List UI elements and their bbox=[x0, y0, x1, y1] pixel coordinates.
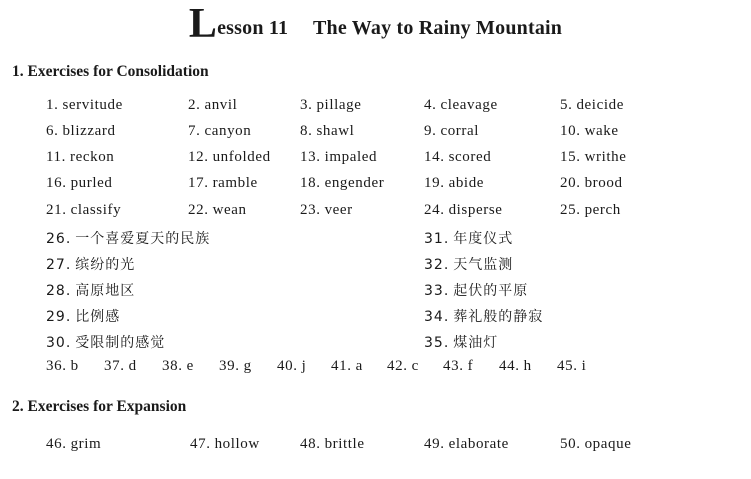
phrase-answer bbox=[46, 332, 165, 352]
item-answer: a bbox=[355, 358, 363, 374]
item-number: 31. bbox=[424, 231, 450, 247]
item-answer: cleavage bbox=[440, 97, 498, 113]
item-number: 20. bbox=[560, 175, 581, 191]
phrase-answer bbox=[46, 306, 120, 326]
item-answer: scored bbox=[448, 149, 492, 165]
item-answer: c bbox=[411, 358, 419, 374]
item-number: 37. bbox=[104, 358, 125, 374]
item-answer: servitude bbox=[62, 97, 123, 113]
item-answer: 天气监测 bbox=[453, 257, 514, 273]
item-number: 19. bbox=[424, 175, 445, 191]
lesson-number: 11 bbox=[268, 17, 289, 39]
item-answer: grim bbox=[70, 436, 102, 452]
matching-answer bbox=[277, 358, 306, 375]
item-number: 10. bbox=[560, 123, 581, 139]
item-answer: shawl bbox=[316, 123, 355, 139]
item-number: 28. bbox=[46, 283, 72, 299]
item-answer: pillage bbox=[316, 97, 362, 113]
item-answer: ramble bbox=[212, 175, 258, 191]
item-number: 48. bbox=[300, 436, 321, 452]
vocab-answer bbox=[188, 202, 247, 219]
item-number: 9. bbox=[424, 123, 437, 139]
item-answer: opaque bbox=[584, 436, 632, 452]
item-answer: wean bbox=[212, 202, 247, 218]
item-number: 45. bbox=[557, 358, 578, 374]
matching-answer bbox=[104, 358, 137, 375]
item-number: 14. bbox=[424, 149, 445, 165]
item-answer: deicide bbox=[576, 97, 624, 113]
item-number: 18. bbox=[300, 175, 321, 191]
item-answer: 高原地区 bbox=[75, 283, 136, 299]
item-answer: unfolded bbox=[212, 149, 271, 165]
item-number: 11. bbox=[46, 149, 66, 165]
item-answer: brood bbox=[584, 175, 623, 191]
item-number: 26. bbox=[46, 231, 72, 247]
item-number: 22. bbox=[188, 202, 209, 218]
item-number: 39. bbox=[219, 358, 240, 374]
item-number: 12. bbox=[188, 149, 209, 165]
expansion-answer bbox=[300, 436, 365, 453]
lesson-title bbox=[0, 2, 751, 46]
item-answer: 葬礼般的静寂 bbox=[453, 309, 544, 325]
item-answer: classify bbox=[70, 202, 122, 218]
item-number: 25. bbox=[560, 202, 581, 218]
item-answer: 年度仪式 bbox=[453, 231, 514, 247]
item-answer: 比例感 bbox=[75, 309, 121, 325]
item-number: 24. bbox=[424, 202, 445, 218]
item-number: 13. bbox=[300, 149, 321, 165]
item-answer: 起伏的平原 bbox=[453, 283, 529, 299]
item-answer: i bbox=[581, 358, 587, 374]
item-number: 8. bbox=[300, 123, 313, 139]
item-number: 3. bbox=[300, 97, 313, 113]
matching-answer bbox=[331, 358, 363, 375]
phrase-answer bbox=[46, 228, 210, 248]
phrase-answer bbox=[46, 254, 135, 274]
item-answer: canyon bbox=[204, 123, 252, 139]
expansion-answer bbox=[190, 436, 260, 453]
item-number: 41. bbox=[331, 358, 352, 374]
item-number: 34. bbox=[424, 309, 450, 325]
item-answer: writhe bbox=[584, 149, 627, 165]
phrase-answer bbox=[46, 280, 135, 300]
vocab-answer bbox=[188, 123, 251, 140]
item-answer: wake bbox=[584, 123, 619, 139]
item-number: 50. bbox=[560, 436, 581, 452]
item-answer: purled bbox=[70, 175, 113, 191]
item-answer: abide bbox=[448, 175, 485, 191]
item-number: 42. bbox=[387, 358, 408, 374]
vocab-answer bbox=[46, 123, 116, 140]
item-answer: perch bbox=[584, 202, 621, 218]
item-answer: h bbox=[523, 358, 532, 374]
item-number: 30. bbox=[46, 335, 72, 351]
vocab-answer bbox=[560, 123, 619, 140]
item-answer: d bbox=[128, 358, 137, 374]
title-rest: esson bbox=[217, 17, 264, 39]
vocab-answer bbox=[424, 149, 491, 166]
vocab-answer bbox=[300, 97, 361, 114]
phrase-answer bbox=[424, 332, 498, 352]
vocab-answer bbox=[188, 97, 237, 114]
item-answer: 一个喜爱夏天的民族 bbox=[75, 231, 211, 247]
item-answer: blizzard bbox=[62, 123, 116, 139]
item-answer: hollow bbox=[214, 436, 260, 452]
item-number: 32. bbox=[424, 257, 450, 273]
expansion-answer bbox=[46, 436, 101, 453]
item-answer: 受限制的感觉 bbox=[75, 335, 166, 351]
item-answer: engender bbox=[324, 175, 385, 191]
section-heading-consolidation: 1. Exercises for Consolidation bbox=[12, 63, 209, 80]
item-answer: brittle bbox=[324, 436, 365, 452]
vocab-answer bbox=[46, 97, 123, 114]
vocab-answer bbox=[300, 202, 353, 219]
item-answer: e bbox=[186, 358, 194, 374]
item-answer: b bbox=[70, 358, 79, 374]
matching-answer bbox=[387, 358, 419, 375]
item-answer: g bbox=[243, 358, 252, 374]
item-number: 6. bbox=[46, 123, 59, 139]
title-initial: L bbox=[188, 1, 218, 47]
vocab-answer bbox=[560, 175, 623, 192]
item-answer: disperse bbox=[448, 202, 503, 218]
item-number: 44. bbox=[499, 358, 520, 374]
item-number: 16. bbox=[46, 175, 67, 191]
vocab-answer bbox=[560, 149, 626, 166]
item-answer: impaled bbox=[324, 149, 378, 165]
item-number: 1. bbox=[46, 97, 59, 113]
vocab-answer bbox=[424, 202, 503, 219]
item-number: 15. bbox=[560, 149, 581, 165]
vocab-answer bbox=[46, 202, 121, 219]
item-number: 5. bbox=[560, 97, 573, 113]
matching-answer bbox=[443, 358, 473, 375]
expansion-answer bbox=[560, 436, 631, 453]
expansion-answer bbox=[424, 436, 509, 453]
matching-answer bbox=[219, 358, 252, 375]
item-answer: corral bbox=[440, 123, 480, 139]
vocab-answer bbox=[300, 149, 377, 166]
item-number: 47. bbox=[190, 436, 211, 452]
item-answer: j bbox=[301, 358, 307, 374]
item-number: 36. bbox=[46, 358, 67, 374]
item-answer: elaborate bbox=[448, 436, 509, 452]
vocab-answer bbox=[300, 123, 354, 140]
item-number: 17. bbox=[188, 175, 209, 191]
vocab-answer bbox=[46, 149, 114, 166]
item-number: 29. bbox=[46, 309, 72, 325]
item-answer: reckon bbox=[70, 149, 115, 165]
matching-answer bbox=[46, 358, 79, 375]
vocab-answer bbox=[188, 175, 258, 192]
item-number: 40. bbox=[277, 358, 298, 374]
vocab-answer bbox=[424, 97, 498, 114]
section-heading-expansion: 2. Exercises for Expansion bbox=[12, 398, 187, 415]
item-number: 4. bbox=[424, 97, 437, 113]
item-number: 38. bbox=[162, 358, 183, 374]
item-number: 46. bbox=[46, 436, 67, 452]
item-number: 2. bbox=[188, 97, 201, 113]
item-number: 7. bbox=[188, 123, 201, 139]
item-number: 27. bbox=[46, 257, 72, 273]
item-number: 49. bbox=[424, 436, 445, 452]
phrase-answer bbox=[424, 280, 528, 300]
phrase-answer bbox=[424, 228, 513, 248]
item-answer: veer bbox=[324, 202, 353, 218]
matching-answer bbox=[162, 358, 194, 375]
item-answer: anvil bbox=[204, 97, 238, 113]
vocab-answer bbox=[424, 175, 484, 192]
item-number: 33. bbox=[424, 283, 450, 299]
item-answer: 缤纷的光 bbox=[75, 257, 136, 273]
lesson-subtitle: The Way to Rainy Mountain bbox=[313, 17, 563, 39]
vocab-answer bbox=[560, 202, 621, 219]
item-number: 35. bbox=[424, 335, 450, 351]
vocab-answer bbox=[424, 123, 479, 140]
item-number: 21. bbox=[46, 202, 67, 218]
matching-answer bbox=[499, 358, 532, 375]
item-answer: f bbox=[467, 358, 474, 374]
item-answer: 煤油灯 bbox=[453, 335, 499, 351]
vocab-answer bbox=[560, 97, 624, 114]
vocab-answer bbox=[188, 149, 271, 166]
matching-answer bbox=[557, 358, 586, 375]
item-number: 43. bbox=[443, 358, 464, 374]
phrase-answer bbox=[424, 254, 513, 274]
vocab-answer bbox=[300, 175, 384, 192]
item-number: 23. bbox=[300, 202, 321, 218]
vocab-answer bbox=[46, 175, 112, 192]
phrase-answer bbox=[424, 306, 543, 326]
